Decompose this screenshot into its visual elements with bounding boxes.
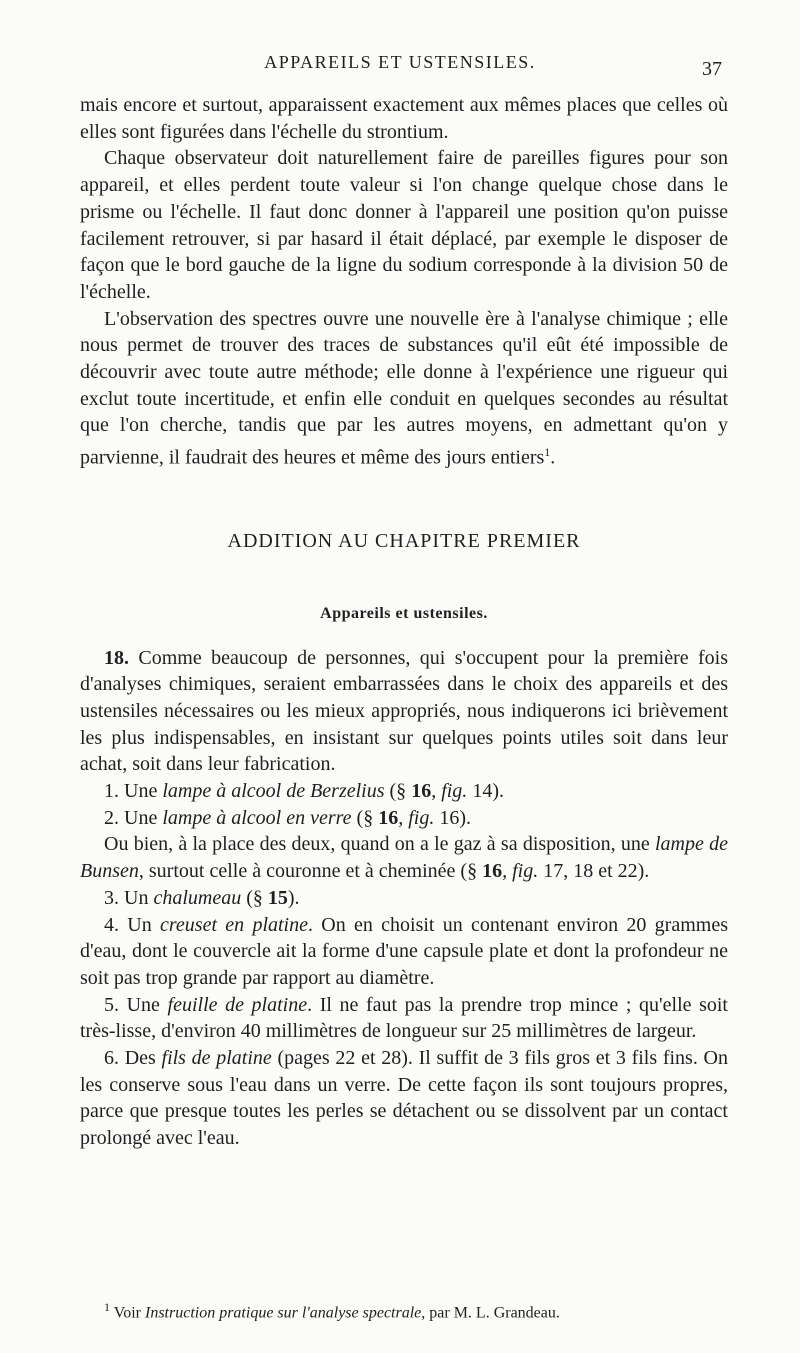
- item-text: Ou bien, à la place des deux, quand on a le gaz à sa disposition, une: [104, 833, 655, 856]
- cited-title: Instruction pratique sur l'analyse spectrale: [144, 1304, 422, 1322]
- item-number: 3. Un: [104, 886, 154, 909]
- list-item-1: [80, 778, 728, 805]
- paragraph-number: 18.: [104, 646, 129, 669]
- item-text: 16).: [434, 806, 471, 829]
- item-name: fils de platine: [161, 1047, 272, 1070]
- footnote-text: , par M. L. Grandeau.: [421, 1304, 560, 1322]
- section-ref: 16: [482, 860, 503, 883]
- item-text: 14).: [467, 780, 504, 803]
- item-number: 4. Un: [104, 913, 160, 936]
- paragraph-text: Comme beaucoup de personnes, qui s'occupent pour la première fois d'analyses chimiques, seraient embarrassées dans le choix des appareils et des ustensiles nécessaires ou les mieux appropriés, nous indiquerons ici brièvement les plus indispensables, en insistant sur quelques points utiles soit dans leur achat, soit dans leur fabrication.: [80, 646, 728, 776]
- subsection-title: Appareils et ustensiles.: [320, 604, 488, 622]
- list-item-6: [80, 1045, 728, 1152]
- item-name: lampe à alcool de Berzelius: [162, 780, 385, 803]
- item-number: 5. Une: [104, 993, 168, 1016]
- page-number: 37: [702, 58, 722, 80]
- list-item-2: [80, 805, 728, 832]
- item-name: lampe à alcool en verre: [162, 806, 352, 829]
- section-ref: 15: [267, 886, 288, 909]
- list-item-2b: [80, 831, 728, 884]
- fig-label: , fig.: [398, 806, 435, 829]
- item-text: . Il ne faut pas la prendre trop mince ; qu'elle soit très-lisse, d'environ 40 millimètres de longueur sur 25 millimètres de largeur.: [80, 993, 728, 1043]
- fig-label: , fig.: [502, 860, 539, 883]
- section-ref: 16: [411, 780, 432, 803]
- item-text: ).: [287, 886, 300, 909]
- paragraph-text: L'observation des spectres ouvre une nouvelle ère à l'analyse chimique ; elle nous permet de trouver des traces de substances qu'il eût été impossible de découvrir avec toute autre méthode; elle donne à l'expérience une rigueur qui exclut toute incertitude, et enfin elle conduit en quelques secondes au résultat que l'on cherche, tandis que par les autres moyens, en admettant qu'on y parvienne, il faudrait des heures et même des jours entiers: [80, 307, 728, 469]
- running-title: APPAREILS ET USTENSILES.: [264, 52, 536, 72]
- footnote: [80, 1300, 728, 1322]
- paragraph: mais encore et surtout, apparaissent exactement aux mêmes places que celles où elles sont figurées dans l'échelle du strontium.: [80, 94, 728, 143]
- footnote-mark: 1: [104, 1300, 110, 1314]
- item-text: (pages 22 et 28). Il suffit de 3 fils gros et 3 fils fins. On les conserve sous l'eau dans un verre. De cette façon ils sont toujours propres, parce que presque toutes les perles se détachent ou se dissolvent par un contact prolongé avec l'eau.: [80, 1047, 728, 1150]
- item-name: lampe de Bunsen: [80, 833, 728, 883]
- item-text: , surtout celle à couronne et à cheminée (§: [138, 860, 483, 883]
- list-item-4: [80, 912, 728, 992]
- list-item-3: [80, 885, 728, 912]
- item-text: 17, 18 et 22).: [538, 860, 650, 883]
- paragraph: L'observation des spectres ouvre une nouvelle ère à l'analyse chimique ; elle nous permet de trouver des traces de substances qu'il eût été impossible de découvrir avec toute autre méthode; elle donne à l'expérience une rigueur qui exclut toute incertitude, et enfin elle conduit en quelques secondes au résultat que l'on cherche, tandis que par les autres moyens, en admettant qu'on y parvienne, il faudrait des heures et même des jours entiers$^1$.: [80, 307, 728, 469]
- item-text: (§: [241, 886, 268, 909]
- item-text: (§: [384, 780, 412, 803]
- item-name: creuset en platine: [160, 913, 308, 936]
- item-number: 1. Une: [104, 780, 163, 803]
- section-ref: 16: [378, 806, 399, 829]
- item-text: (§: [351, 806, 379, 829]
- section-title: ADDITION AU CHAPITRE PREMIER: [227, 529, 581, 552]
- paragraph: Chaque observateur doit naturellement faire de pareilles figures pour son appareil, et elles perdent toute valeur si l'on change quelque chose dans le prisme ou l'échelle. Il faut donc donner à l'appareil une position qu'on puisse facilement retrouver, si par hasard il était déplacé, par exemple le disposer de façon que le bord gauche de la ligne du sodium corresponde à la division 50 de l'échelle.: [80, 147, 728, 303]
- item-text: . On en choisit un contenant environ 20 grammes d'eau, dont le couvercle ait la forme d'une capsule plate et dont la profondeur ne soit pas trop grande par rapport au diamètre.: [80, 913, 728, 989]
- paragraph-18: [80, 645, 728, 779]
- list-item-5: [80, 992, 728, 1045]
- footnote-text: Voir: [110, 1304, 145, 1322]
- item-name: chalumeau: [153, 886, 242, 909]
- fig-label: , fig.: [431, 780, 468, 803]
- body-text: [80, 92, 728, 1152]
- footnote-reference[interactable]: 1: [544, 445, 551, 460]
- item-number: 2. Une: [104, 806, 163, 829]
- item-number: 6. Des: [104, 1047, 162, 1070]
- item-name: feuille de platine: [167, 993, 308, 1016]
